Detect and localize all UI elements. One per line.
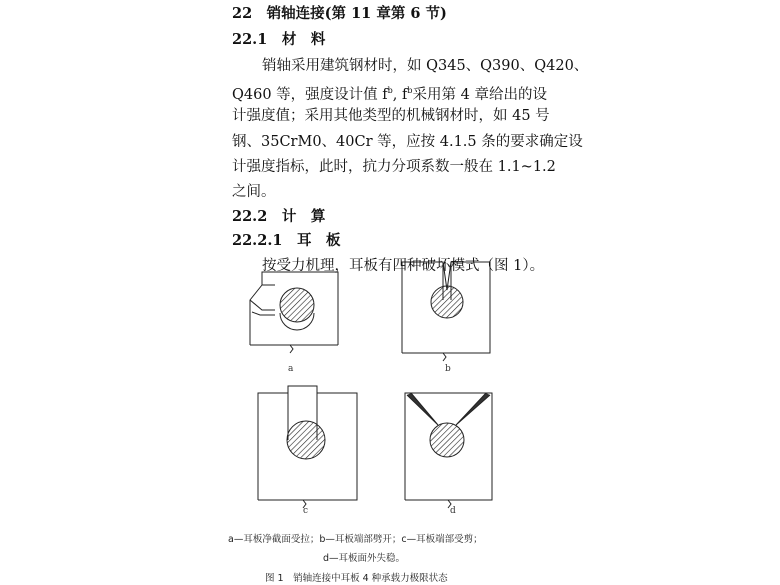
subsection-materials: 22.1 材 料 [232, 31, 326, 48]
figure-legend-line: a—耳板净截面受拉；b—耳板端部劈开；c—耳板端部受剪； [228, 534, 483, 545]
figure-legend-line: d—耳板面外失稳。 [323, 553, 406, 564]
paragraph-line: 销轴采用建筑钢材时，如 Q345、Q390、Q420、 [262, 58, 589, 74]
paragraph-failure-modes: 按受力机理，耳板有四种破坏模式（图 1）。 [262, 258, 545, 274]
paragraph-line: Q460 等，强度设计值 $f^b$, $f^b$采用第 4 章给出的设 [232, 86, 547, 103]
paragraph-line: 计强度值；采用其他类型的机械钢材时，如 45 号 [232, 108, 550, 124]
figure-label-a: a [288, 364, 294, 374]
subsection-ear-plate: 22.2.1 耳 板 [232, 232, 341, 249]
paragraph-line: 计强度指标，此时，抗力分项系数一般在 1.1~1.2 [232, 159, 556, 175]
section-heading: 22 销轴连接(第 11 章第 6 节) [232, 5, 447, 22]
paragraph-line: 钢、35CrM0、40Cr 等，应按 4.1.5 条的要求确定设 [232, 134, 583, 150]
figure-label-b: b [445, 364, 451, 374]
paragraph-line: 之间。 [232, 184, 276, 200]
figure-caption: 图 1 销轴连接中耳板 4 种承载力极限状态 [265, 573, 448, 584]
figure-label-d: d [450, 506, 456, 516]
figure-label-c: c [303, 506, 309, 516]
subsection-calculation: 22.2 计 算 [232, 208, 326, 225]
